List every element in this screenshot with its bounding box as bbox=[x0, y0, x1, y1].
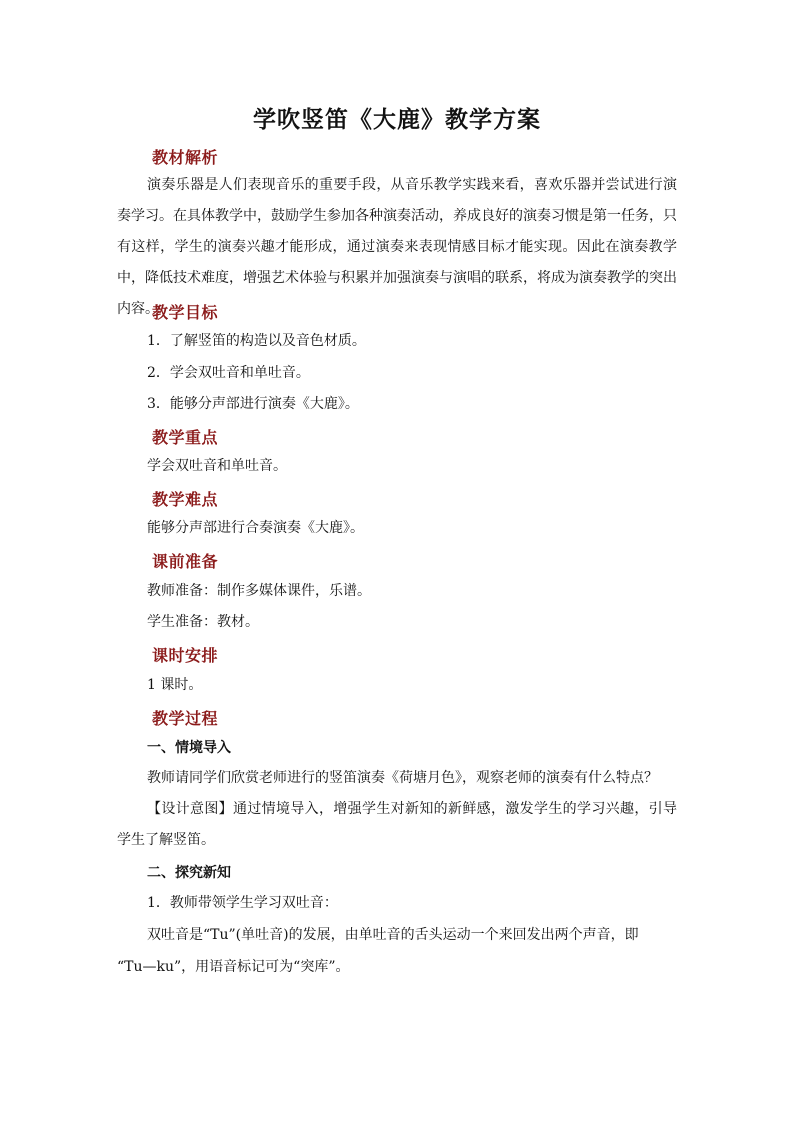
heading-process: 教学过程 bbox=[152, 709, 219, 728]
heading-analysis: 教材解析 bbox=[152, 148, 219, 167]
intro-text: 教师请同学们欣赏老师进行的竖笛演奏《荷塘月色》，观察老师的演奏有什么特点？ bbox=[147, 770, 658, 786]
design-intent-text: 通过情境导入，增强学生对新知的新鲜感，激发学生的学习兴趣，引导学生了解竖笛。 bbox=[117, 801, 677, 848]
goal-item-1: 1．了解竖笛的构造以及音色材质。 bbox=[147, 333, 366, 349]
heading-goals: 教学目标 bbox=[152, 303, 219, 322]
subheading-explore: 二、探究新知 bbox=[147, 865, 231, 881]
explore-step-1: 1．教师带领学生学习双吐音： bbox=[147, 895, 338, 911]
design-intent-paragraph bbox=[117, 794, 677, 856]
goal-item-3: 3．能够分声部进行演奏《大鹿》。 bbox=[147, 396, 359, 412]
double-tongue-explanation-2: “Tu—ku”，用语音标记可为“突库”。 bbox=[117, 959, 350, 975]
heading-key-points: 教学重点 bbox=[152, 428, 219, 447]
design-intent-label: 【设计意图】 bbox=[147, 801, 233, 817]
teacher-preparation: 教师准备：制作多媒体课件，乐谱。 bbox=[147, 583, 371, 599]
goal-item-2: 2．学会双吐音和单吐音。 bbox=[147, 365, 310, 381]
student-preparation: 学生准备：教材。 bbox=[147, 614, 259, 630]
heading-schedule: 课时安排 bbox=[152, 646, 219, 665]
key-points-text: 学会双吐音和单吐音。 bbox=[147, 458, 287, 474]
document-title: 学吹竖笛《大鹿》教学方案 bbox=[253, 106, 541, 133]
schedule-text: 1 课时。 bbox=[147, 677, 203, 693]
difficulties-text: 能够分声部进行合奏演奏《大鹿》。 bbox=[147, 520, 364, 536]
heading-difficulties: 教学难点 bbox=[152, 490, 219, 509]
analysis-paragraph: 演奏乐器是人们表现音乐的重要手段，从音乐教学实践来看，喜欢乐器并尝试进行演奏学习。在具体教学中，鼓励学生参加各种演奏活动，养成良好的演奏习惯是第一任务，只有这样，学生的演奏兴趣才能形成，通过演奏来表现情感目标才能实现。因此在演奏教学中，降低技术难度，增强艺术体验与积累并加强演奏与演唱的联系，将成为演奏教学的突出内容。 bbox=[117, 177, 677, 317]
double-tongue-explanation-1: 双吐音是“Tu”(单吐音)的发展，由单吐音的舌头运动一个来回发出两个声音，即 bbox=[147, 927, 639, 943]
subheading-intro: 一、情境导入 bbox=[147, 740, 231, 756]
heading-preparation: 课前准备 bbox=[152, 552, 219, 571]
